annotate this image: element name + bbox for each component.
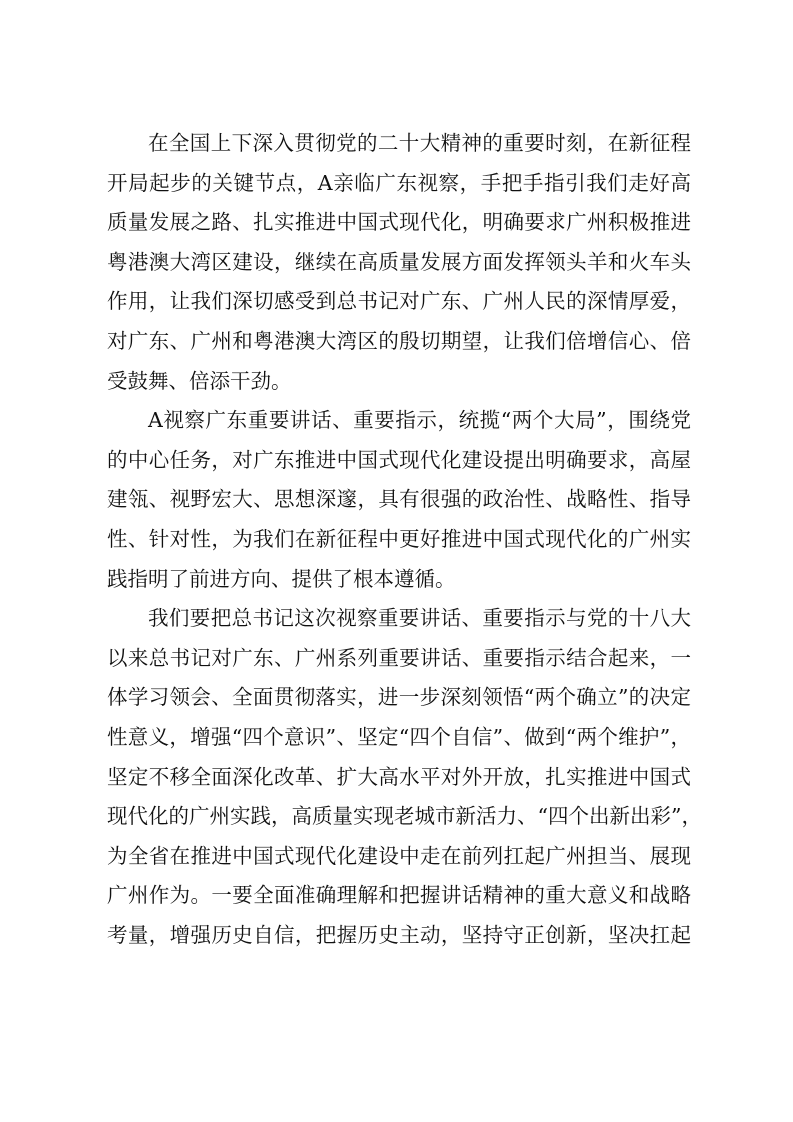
paragraph-3-line-3: 体学习领会、全面贯彻落实，进一步深刻领悟“两个确立”的决定 xyxy=(107,685,691,710)
body-text xyxy=(107,124,702,955)
paragraph-3-line-4: 性意义，增强“四个意识”、坚定“四个自信”、做到“两个维护”， xyxy=(107,724,691,749)
paragraph-3-line-1: 我们要把总书记这次视察重要讲话、重要指示与党的十八大 xyxy=(148,606,691,631)
paragraph-1-line-5: 作用，让我们深切感受到总书记对广东、广州人民的深情厚爱， xyxy=(107,289,691,314)
paragraph-1-line-1: 在全国上下深入贯彻党的二十大精神的重要时刻，在新征程 xyxy=(148,131,691,155)
paragraph-2-line-4: 性、针对性，为我们在新征程中更好推进中国式现代化的广州实 xyxy=(107,526,691,551)
paragraph-3-line-9: 考量，增强历史自信，把握历史主动，坚持守正创新，坚决扛起 xyxy=(107,922,691,947)
paragraph-2-line-3: 建瓴、视野宏大、思想深邃，具有很强的政治性、战略性、指导 xyxy=(107,487,691,512)
paragraph-2-line-2: 的中心任务，对广东推进中国式现代化建设提出明确要求，高屋 xyxy=(107,447,691,472)
paragraph-1-line-4: 粤港澳大湾区建设，继续在高质量发展方面发挥领头羊和火车头 xyxy=(107,249,691,274)
paragraph-3-line-8: 广州作为。一要全面准确理解和把握讲话精神的重大意义和战略 xyxy=(107,883,691,908)
paragraph-2-line-5: 践指明了前进方向、提供了根本遵循。 xyxy=(107,566,456,591)
paragraph-1-line-6: 对广东、广州和粤港澳大湾区的殷切期望，让我们倍增信心、倍 xyxy=(107,328,691,353)
paragraph-3-line-7: 为全省在推进中国式现代化建设中走在前列扛起广州担当、展现 xyxy=(107,843,691,868)
paragraph-3-line-6: 现代化的广州实践，高质量实现老城市新活力、“四个出新出彩”， xyxy=(107,804,702,829)
paragraph-3-line-2: 以来总书记对广东、广州系列重要讲话、重要指示结合起来，一 xyxy=(107,645,691,670)
paragraph-2-line-1: A视察广东重要讲话、重要指示，统揽“两个大局”，围绕党 xyxy=(148,408,691,433)
paragraph-3-line-5: 坚定不移全面深化改革、扩大高水平对外开放，扎实推进中国式 xyxy=(107,764,691,789)
paragraph-1-line-2: 开局起步的关键节点，A亲临广东视察，手把手指引我们走好高 xyxy=(107,170,691,195)
paragraph-1-line-3: 质量发展之路、扎实推进中国式现代化，明确要求广州积极推进 xyxy=(107,210,691,235)
paragraph-1-line-7: 受鼓舞、倍添干劲。 xyxy=(107,368,292,393)
